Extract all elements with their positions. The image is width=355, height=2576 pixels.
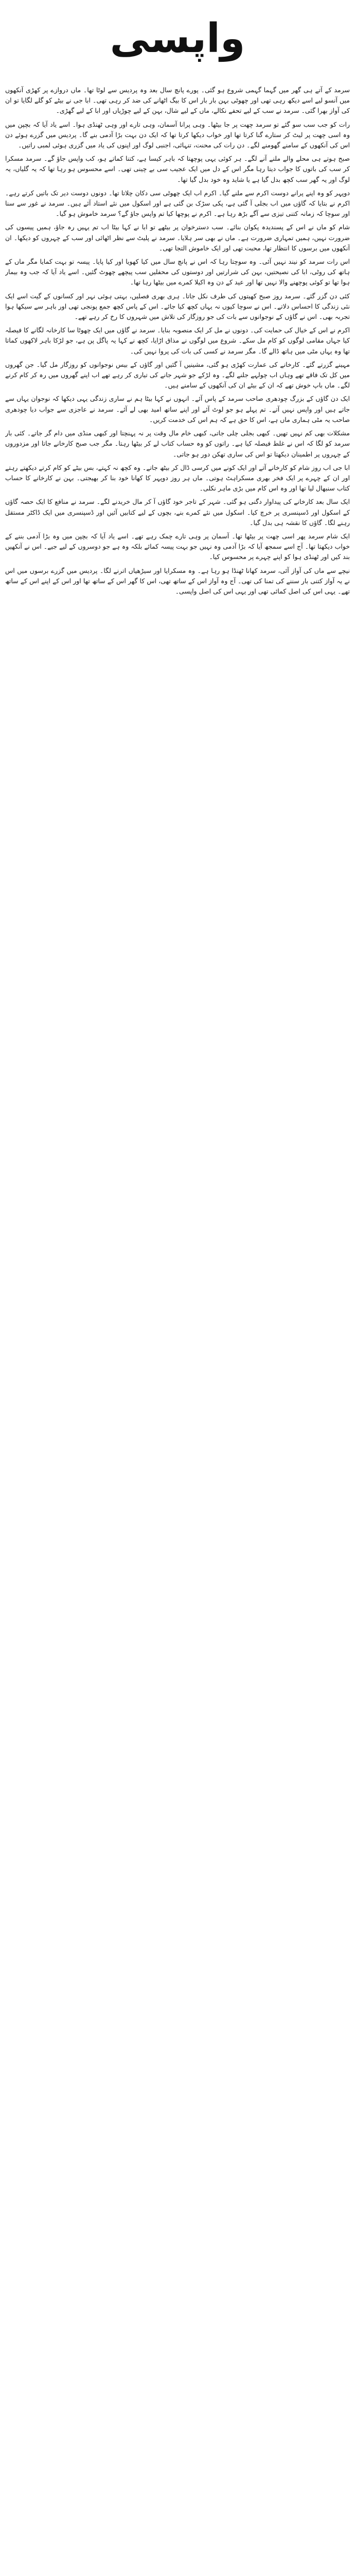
article-paragraph: سرمد کے آتے ہی گھر میں گہما گہمی شروع ہو گئی۔ پورے پانچ سال بعد وہ پردیس سے لوٹا تھا۔ ماں دروازے پر کھڑی آنکھوں میں آنسو لیے اسے دیکھ رہی تھی اور چھوٹی بہن بار بار اس کا بیگ اٹھانے کی ضد کر رہی تھی۔ ابا جی نے بیٹے کو گلے لگایا تو ان کی آواز بھرا گئی۔ سرمد نے سب کے لیے تحفے نکالے، ماں کے لیے شال، بہن کے لیے چوڑیاں اور ابا کے لیے گھڑی۔ (5, 86, 350, 115)
article-paragraph: رات کو جب سب سو گئے تو سرمد چھت پر جا بیٹھا۔ وہی پرانا آسمان، وہی تارے اور وہی ٹھنڈی ہوا۔ اسے یاد آیا کہ بچپن میں وہ اسی چھت پر لیٹ کر ستارے گنا کرتا تھا اور خواب دیکھا کرتا تھا کہ ایک دن بہت بڑا آدمی بنے گا۔ پردیس میں گزرے ہوئے دن اس کی آنکھوں کے سامنے گھومنے لگے۔ دن رات کی محنت، تنہائی، اجنبی لوگ اور اپنوں کی یاد میں گزری ہوئی لمبی راتیں۔ (5, 120, 350, 149)
article-paragraph: ایک شام سرمد پھر اسی چھت پر بیٹھا تھا۔ آسمان پر وہی تارے چمک رہے تھے۔ اسے یاد آیا کہ بچپن میں وہ بڑا آدمی بننے کے خواب دیکھتا تھا۔ آج اسے سمجھ آیا کہ بڑا آدمی وہ نہیں جو بہت پیسہ کمائے بلکہ وہ ہے جو دوسروں کے لیے جیے۔ اس نے آنکھیں بند کیں اور ٹھنڈی ہوا کو اپنے چہرے پر محسوس کیا۔ (5, 532, 350, 561)
title-banner (0, 0, 355, 77)
article-paragraph: اس رات سرمد کو نیند نہیں آئی۔ وہ سوچتا رہا کہ اس نے پانچ سال میں کیا کھویا اور کیا پایا۔ پیسہ تو بہت کمایا مگر ماں کے ہاتھ کی روٹی، ابا کی نصیحتیں، بہن کی شرارتیں اور دوستوں کی محفلیں سب پیچھے چھوٹ گئیں۔ اسے یاد آیا کہ جب وہ بیمار ہوا تھا تو کوئی پوچھنے والا نہیں تھا اور عید کے دن وہ اکیلا کمرے میں بیٹھا رہا تھا۔ (5, 258, 350, 286)
article-paragraph: اکرم نے اس کے خیال کی حمایت کی۔ دونوں نے مل کر ایک منصوبہ بنایا۔ سرمد نے گاؤں میں ایک چھوٹا سا کارخانہ لگانے کا فیصلہ کیا جہاں مقامی لوگوں کو کام مل سکے۔ شروع میں لوگوں نے مذاق اڑایا، کچھ نے کہا یہ پاگل پن ہے، جو لڑکا باہر لاکھوں کماتا تھا وہ یہاں مٹی میں ہاتھ ڈالے گا۔ مگر سرمد نے کسی کی بات کی پروا نہیں کی۔ (5, 326, 350, 355)
article-paragraph: ابا جی اب روز شام کو کارخانے آتے اور ایک کونے میں کرسی ڈال کر بیٹھ جاتے۔ وہ کچھ نہ کہتے، بس بیٹے کو کام کرتے دیکھتے رہتے اور ان کے چہرے پر ایک فخر بھری مسکراہٹ ہوتی۔ ماں ہر روز دوپہر کا کھانا خود بنا کر بھیجتی۔ بہن نے کارخانے کا حساب کتاب سنبھال لیا تھا اور وہ اس کام میں بڑی ماہر نکلی۔ (5, 463, 350, 493)
article-title: واپسی (110, 15, 245, 62)
article-paragraph: ایک سال بعد کارخانے کی پیداوار دگنی ہو گئی۔ شہر کے تاجر خود گاؤں آ کر مال خریدنے لگے۔ سرمد نے منافع کا ایک حصہ گاؤں کے اسکول اور ڈسپنسری پر خرچ کیا۔ اسکول میں نئے کمرے بنے، بچوں کے لیے کتابیں آئیں اور ڈسپنسری میں ایک ڈاکٹر مستقل رہنے لگا۔ گاؤں کا نقشہ ہی بدل گیا۔ (5, 498, 350, 527)
article-paragraph: کئی دن گزر گئے۔ سرمد روز صبح کھیتوں کی طرف نکل جاتا۔ ہری بھری فصلیں، بہتی ہوئی نہر اور کسانوں کے گیت اسے ایک نئی زندگی کا احساس دلاتے۔ اس نے سوچا کیوں نہ یہاں کچھ کیا جائے۔ اس کے پاس کچھ جمع پونجی تھی اور باہر سے سیکھا ہوا تجربہ بھی۔ اس نے گاؤں کے نوجوانوں سے بات کی جو روزگار کی تلاش میں شہروں کا رخ کر رہے تھے۔ (5, 292, 350, 321)
article-paragraph: دوپہر کو وہ اپنے پرانے دوست اکرم سے ملنے گیا۔ اکرم اب ایک چھوٹی سی دکان چلاتا تھا۔ دونوں دوست دیر تک باتیں کرتے رہے۔ اکرم نے بتایا کہ گاؤں میں اب بجلی آ گئی ہے، پکی سڑک بن گئی ہے اور اسکول میں نئے استاد آئے ہیں۔ سرمد نے غور سے سنا اور سوچا کہ زمانہ کتنی تیزی سے آگے بڑھ رہا ہے۔ اکرم نے پوچھا کیا تم واپس جاؤ گے؟ سرمد خاموش ہو گیا۔ (5, 189, 350, 218)
article-paragraph: مہینے گزرتے گئے۔ کارخانے کی عمارت کھڑی ہو گئی، مشینیں آ گئیں اور گاؤں کے بیس نوجوانوں کو روزگار مل گیا۔ جن گھروں میں کل تک فاقے تھے وہاں اب چولہے جلنے لگے۔ وہ لڑکے جو شہر جانے کی تیاری کر رہے تھے اب اپنے گھروں میں رہ کر کام کرنے لگے۔ ماں باپ خوش تھے کہ ان کے بیٹے ان کی آنکھوں کے سامنے ہیں۔ (5, 360, 350, 389)
article-paragraph: نیچے سے ماں کی آواز آئی، سرمد کھانا ٹھنڈا ہو رہا ہے۔ وہ مسکرایا اور سیڑھیاں اترنے لگا۔ پردیس میں گزرے برسوں میں اس نے یہ آواز کتنی بار سننے کی تمنا کی تھی۔ آج وہ آواز اس کے ساتھ تھی، اس کا گھر اس کے ساتھ تھا اور اس کے اپنے اس کے ساتھ تھے۔ یہی اس کی اصل کمائی تھی اور یہی اس کی اصل واپسی۔ (5, 566, 350, 595)
article-paragraph: شام کو ماں نے اس کے پسندیدہ پکوان بنائے۔ سب دسترخوان پر بیٹھے تو ابا نے کہا بیٹا اب تم یہیں رہ جاؤ، ہمیں پیسوں کی ضرورت نہیں، ہمیں تمہاری ضرورت ہے۔ ماں نے بھی سر ہلایا۔ سرمد نے پلیٹ سے نظر اٹھائی اور سب کے چہروں کو دیکھا۔ ان آنکھوں میں برسوں کا انتظار تھا، محبت تھی اور ایک خاموش التجا تھی۔ (5, 223, 350, 252)
article-paragraph: مشکلات بھی کم نہیں تھیں۔ کبھی بجلی چلی جاتی، کبھی خام مال وقت پر نہ پہنچتا اور کبھی منڈی میں دام گر جاتے۔ کئی بار سرمد کو لگا کہ اس نے غلط فیصلہ کیا ہے۔ راتوں کو وہ حساب کتاب لے کر بیٹھا رہتا۔ مگر جب صبح کارخانے جاتا اور مزدوروں کے چہروں پر اطمینان دیکھتا تو اس کی ساری تھکن دور ہو جاتی۔ (5, 429, 350, 458)
article-paragraph: ایک دن گاؤں کے بزرگ چودھری صاحب سرمد کے پاس آئے۔ انہوں نے کہا بیٹا ہم نے ساری زندگی یہی دیکھا کہ نوجوان یہاں سے جاتے ہیں اور واپس نہیں آتے۔ تم پہلے ہو جو لوٹ آئے اور اپنے ساتھ امید بھی لے آئے۔ سرمد نے عاجزی سے جواب دیا چودھری صاحب یہ مٹی ہماری ماں ہے، اس کا حق ہے کہ ہم اس کی خدمت کریں۔ (5, 395, 350, 423)
article-paragraph: صبح ہوتے ہی محلے والے ملنے آنے لگے۔ ہر کوئی یہی پوچھتا کہ باہر کیسا ہے، کتنا کماتے ہو، کب واپس جاؤ گے۔ سرمد مسکرا کر سب کی باتوں کا جواب دیتا رہا مگر اس کے دل میں ایک عجیب سی بے چینی تھی۔ اسے محسوس ہو رہا تھا کہ یہ گلیاں، یہ لوگ اور یہ گھر سب کچھ بدل گیا ہے یا شاید وہ خود بدل گیا تھا۔ (5, 155, 350, 183)
article-body (5, 85, 350, 2576)
